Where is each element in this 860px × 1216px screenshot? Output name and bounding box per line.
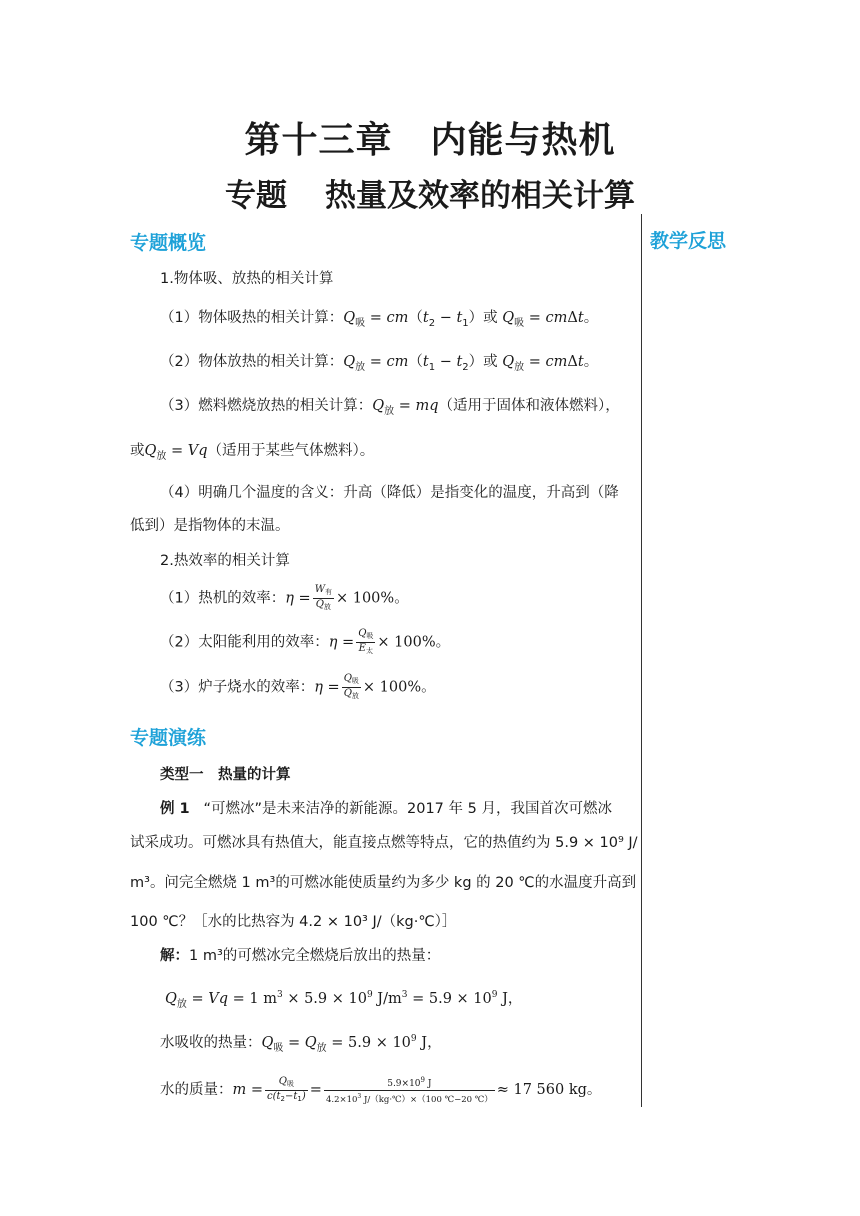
solution-text: 1 m³的可燃冰完全燃烧后放出的热量： xyxy=(189,948,441,964)
item-prefix: （2）太阳能利用的效率： xyxy=(160,634,329,651)
type-1-heading: 类型一 热量的计算 xyxy=(160,767,291,783)
example-line-3: m³。问完全燃烧 1 m³的可燃冰能使质量约为多少 kg 的 20 ℃的水温度升高到 xyxy=(130,875,637,891)
example-label: 例 1 xyxy=(160,801,190,817)
practice-heading: 专题演练 xyxy=(130,727,207,749)
solution-label: 解： xyxy=(160,948,189,964)
item-prefix: （3）炉子烧水的效率： xyxy=(160,679,315,696)
overview-heading: 专题概览 xyxy=(130,232,207,254)
period: 。 xyxy=(394,590,409,607)
example-line-4: 100 ℃？［水的比热容为 4.2 × 10³ J/（kg·℃）］ xyxy=(130,914,457,930)
example-text: “可燃冰”是未来洁净的新能源。2017 年 5 月，我国首次可燃冰 xyxy=(203,801,612,817)
period: 。 xyxy=(583,310,599,326)
solution-step-1: $Q_放 = Vq = 1$ $m^3 \times 5.9 \times 10^9$ $J/m^3 = 5.9 \times 10^9$ J， xyxy=(165,990,523,1010)
overview-item-4-line-1: （4）明确几个温度的含义：升高（降低）是指变化的温度，升高到（降 xyxy=(160,485,619,501)
step-prefix: 水吸收的热量： xyxy=(160,1035,262,1051)
overview-item-2: （2）物体放热的相关计算：$Q_放 = cm(t_1 - t_2)$或 $Q_放 = cm\Delta t$。 xyxy=(160,354,599,373)
fraction: $\frac{Q_吸}{E_太}$ xyxy=(358,628,374,655)
item-prefix: （1）物体吸热的相关计算： xyxy=(160,310,344,326)
topic-title xyxy=(0,170,860,215)
item-prefix: （1）热机的效率： xyxy=(160,590,286,607)
efficiency-1: （1）热机的效率：η = $\frac{W_有}{Q_放}$ × 100%。 xyxy=(160,584,409,611)
overview-sub1-title: 1.物体吸、放热的相关计算 xyxy=(160,271,334,287)
fraction: $\frac{W_有}{Q_放}$ xyxy=(314,584,332,611)
efficiency-3: （3）炉子烧水的效率：η = $\frac{Q_吸}{Q_放}$ × 100%。 xyxy=(160,673,436,700)
overview-item-3-line-2: 或$Q_放 = Vq$（适用于某些气体燃料）。 xyxy=(130,443,375,462)
overview-item-1: （1）物体吸热的相关计算：$Q_吸 = cm(t_2 - t_1)$或 $Q_吸 = cm\Delta t$。 xyxy=(160,310,599,329)
connector: 或 xyxy=(483,310,498,326)
topic-name: 热量及效率的相关计算 xyxy=(325,178,635,214)
period: 。 xyxy=(421,679,436,696)
note: （适用于固体和液体燃料）， xyxy=(438,398,620,414)
fraction: $\frac{Q_吸}{c(t_2-t_1)}$ xyxy=(267,1075,306,1103)
item-prefix: （3）燃料燃烧放热的相关计算： xyxy=(160,398,373,414)
connector: 或 xyxy=(483,354,498,370)
chapter-number: 第十三章 xyxy=(244,120,393,161)
period: 。 xyxy=(583,354,599,370)
solution-step-3: 水的质量：m = $\frac{Q_吸}{c(t_2-t_1)}$ = $\frac{5.9\times 10^9 J}{4.2\times 10^3 J/(kg\cdot℃)\times(100 ℃-20 ℃)}$ ≈ 17 560 kg。 xyxy=(160,1075,602,1105)
chapter-title xyxy=(0,112,860,163)
overview-sub2-title: 2.热效率的相关计算 xyxy=(160,553,290,569)
topic-label: 专题 xyxy=(225,178,287,214)
step-prefix: 水的质量： xyxy=(160,1082,233,1098)
overview-item-3-line-1: （3）燃料燃烧放热的相关计算：$Q_放 = mq$（适用于固体和液体燃料）， xyxy=(160,398,620,417)
item-prefix: （2）物体放热的相关计算： xyxy=(160,354,344,370)
sidebar-heading: 教学反思 xyxy=(650,230,727,252)
solution-intro xyxy=(160,945,440,967)
fraction: $\frac{5.9\times 10^9 J}{4.2\times 10^3 J/(kg\cdot℃)\times(100 ℃-20 ℃)}$ xyxy=(325,1076,493,1105)
fraction: $\frac{Q_吸}{Q_放}$ xyxy=(343,673,359,700)
period: 。 xyxy=(435,634,451,651)
note: （适用于某些气体燃料）。 xyxy=(207,443,375,459)
solution-step-2: 水吸收的热量：$Q_吸 = Q_放 = 5.9 \times 10^9$ J， xyxy=(160,1034,442,1054)
example-line-2: 试采成功。可燃冰具有热值大，能直接点燃等特点，它的热值约为 5.9 × 10⁹ J/ xyxy=(130,835,638,851)
efficiency-2: （2）太阳能利用的效率：η = $\frac{Q_吸}{E_太}$ × 100%。 xyxy=(160,628,451,655)
example-line-1 xyxy=(160,798,612,820)
overview-item-4-line-2: 低到）是指物体的末温。 xyxy=(130,518,290,534)
chapter-name: 内能与热机 xyxy=(430,120,616,161)
column-divider xyxy=(641,214,642,1107)
connector: 或 xyxy=(130,443,145,459)
